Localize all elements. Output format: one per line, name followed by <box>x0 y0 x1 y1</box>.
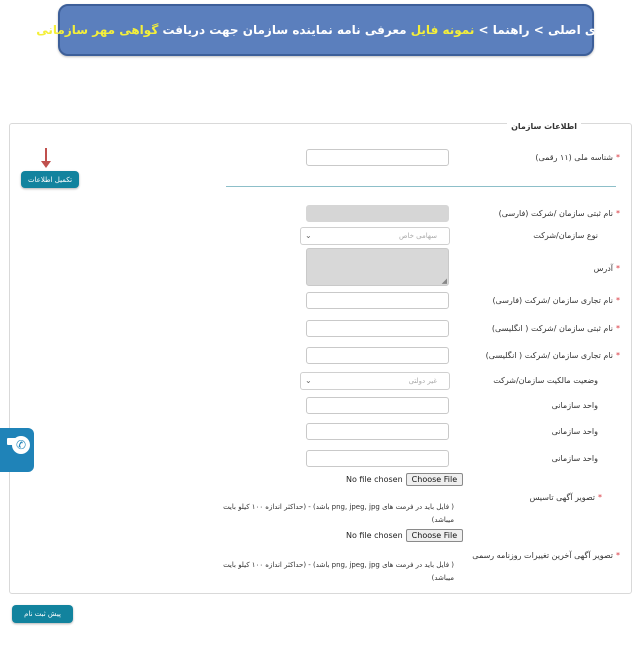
file-upload-1 <box>346 473 463 486</box>
file-upload-2 <box>346 529 463 542</box>
reg-name-en-label: *نام ثبتی سازمان /شرکت ( انگلیسی) <box>491 324 620 333</box>
divider <box>226 186 616 187</box>
trade-name-en-input[interactable] <box>306 347 449 364</box>
trade-name-en-label: *نام تجاری سازمان /شرکت ( انگلیسی) <box>485 351 620 360</box>
breadcrumb-path: منوی اصلی > راهنما > <box>474 23 616 37</box>
org-unit-input-3[interactable] <box>306 450 449 467</box>
resize-grip-icon: ◢ <box>441 277 447 285</box>
trade-name-fa-input[interactable] <box>306 292 449 309</box>
org-unit-label-2: واحد سازمانی <box>551 427 598 436</box>
file1-hint: ( فایل باید در فرمت های png, jpeg, jpg باشد) - (حداکثر اندازه ۱۰۰ کیلو بایت میباشد) <box>223 503 454 524</box>
chevron-down-icon: ⌄ <box>305 231 312 240</box>
arrow-down-icon-head <box>41 161 51 168</box>
chevron-down-icon: ⌄ <box>305 376 312 385</box>
national-id-label: *شناسه ملی (۱۱ رقمی) <box>535 153 620 162</box>
org-type-label: نوع سازمان/شرکت <box>533 231 598 240</box>
sample-file-link[interactable]: نمونه فایل <box>410 23 475 37</box>
complete-info-button[interactable]: تکمیل اطلاعات <box>21 171 79 188</box>
org-unit-input-2[interactable] <box>306 423 449 440</box>
reg-name-fa-label: *نام ثبتی سازمان /شرکت (فارسی) <box>498 209 620 218</box>
org-seal-certificate-text: گواهی مهر سازمانی <box>36 23 159 37</box>
org-type-select[interactable]: سهامی خاص ⌄ <box>300 227 450 245</box>
file2-label: *تصویر آگهی آخرین تغییرات روزنامه رسمی <box>472 551 620 560</box>
phone-icon: ✆ <box>12 436 30 454</box>
address-label: *آدرس <box>593 264 620 273</box>
org-unit-label-1: واحد سازمانی <box>551 401 598 410</box>
choose-file-button-1[interactable]: Choose File <box>406 473 463 486</box>
fieldset-legend: اطلاعات سازمان <box>507 122 581 131</box>
org-unit-label-3: واحد سازمانی <box>551 454 598 463</box>
contact-widget[interactable] <box>0 428 34 472</box>
org-unit-input-1[interactable] <box>306 397 449 414</box>
file2-hint: ( فایل باید در فرمت های png, jpeg, jpg باشد) - (حداکثر اندازه ۱۰۰ کیلو بایت میباشد) <box>223 561 454 582</box>
choose-file-button-2[interactable]: Choose File <box>406 529 463 542</box>
required-star: * <box>616 153 620 162</box>
ownership-label: وضعیت مالکیت سازمان/شرکت <box>493 376 598 385</box>
file1-label: *تصویر آگهی تاسیس <box>529 493 602 502</box>
file-status-2: No file chosen <box>346 531 403 540</box>
file-status-1: No file chosen <box>346 475 403 484</box>
trade-name-fa-label: *نام تجاری سازمان /شرکت (فارسی) <box>492 296 620 305</box>
ownership-select[interactable]: غیر دولتی ⌄ <box>300 372 450 390</box>
national-id-input[interactable] <box>306 149 449 166</box>
breadcrumb-desc: معرفی نامه نماینده سازمان جهت دریافت <box>158 23 411 37</box>
breadcrumb-banner <box>36 4 616 56</box>
arrow-down-icon <box>45 148 47 162</box>
pre-register-button[interactable]: پیش ثبت نام <box>12 605 73 623</box>
reg-name-fa-input[interactable] <box>306 205 449 222</box>
address-textarea[interactable] <box>306 248 449 286</box>
reg-name-en-input[interactable] <box>306 320 449 337</box>
